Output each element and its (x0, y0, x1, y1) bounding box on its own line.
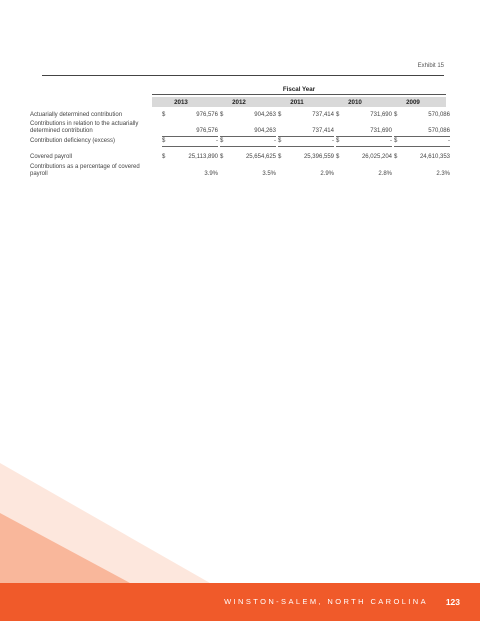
table-cell: $ 25,113,890 (162, 154, 218, 160)
table-cell: 3.9% (204, 171, 218, 177)
year-2010: 2010 (348, 98, 362, 106)
table-cell: $ 25,654,625 (220, 154, 276, 160)
year-2009: 2009 (406, 98, 420, 106)
table-cell: $ - (162, 138, 218, 147)
table-cell: $ 904,263 (220, 112, 276, 118)
table-cell: $ 26,025,204 (336, 154, 392, 160)
table-cell: 2.8% (378, 171, 392, 177)
fiscal-year-heading: Fiscal Year (282, 86, 316, 93)
row-label: Covered payroll (30, 154, 73, 160)
table-cell: 904,263 (220, 128, 276, 137)
table-cell: 976,576 (162, 128, 218, 137)
year-header-band (152, 97, 446, 107)
table-cell: $ 731,690 (336, 112, 392, 118)
table-cell: 3.5% (262, 171, 276, 177)
table-cell: $ 976,576 (162, 112, 218, 118)
table-cell: $ 570,086 (394, 112, 450, 118)
table-cell: $ 25,396,559 (278, 154, 334, 160)
year-2012: 2012 (232, 98, 246, 106)
table-cell: 731,690 (336, 128, 392, 137)
year-2011: 2011 (290, 98, 304, 106)
decorative-triangle-mid (0, 513, 130, 583)
year-2013: 2013 (174, 98, 188, 106)
table-cell: $ - (394, 138, 450, 147)
row-label: Contributions as a percentage of covered payroll (30, 164, 140, 177)
table-cell: 2.9% (320, 171, 334, 177)
page-number: 123 (445, 597, 460, 607)
row-label: Contributions in relation to the actuarially determined contribution (30, 121, 139, 134)
table-cell: $ - (336, 138, 392, 147)
table-cell: $ 737,414 (278, 112, 334, 118)
table-cell: 570,086 (394, 128, 450, 137)
table-cell: 2.3% (436, 171, 450, 177)
top-divider (42, 75, 444, 76)
row-label: Actuarially determined contribution (30, 112, 123, 118)
exhibit-label: Exhibit 15 (417, 63, 444, 69)
fiscal-year-divider (152, 94, 446, 95)
table-cell: $ - (220, 138, 276, 147)
table-cell: 737,414 (278, 128, 334, 137)
row-label: Contribution deficiency (excess) (30, 138, 116, 144)
table-cell: $ 24,610,353 (394, 154, 450, 160)
table-cell: $ - (278, 138, 334, 147)
footer-location: WINSTON-SALEM, NORTH CAROLINA (224, 597, 428, 606)
